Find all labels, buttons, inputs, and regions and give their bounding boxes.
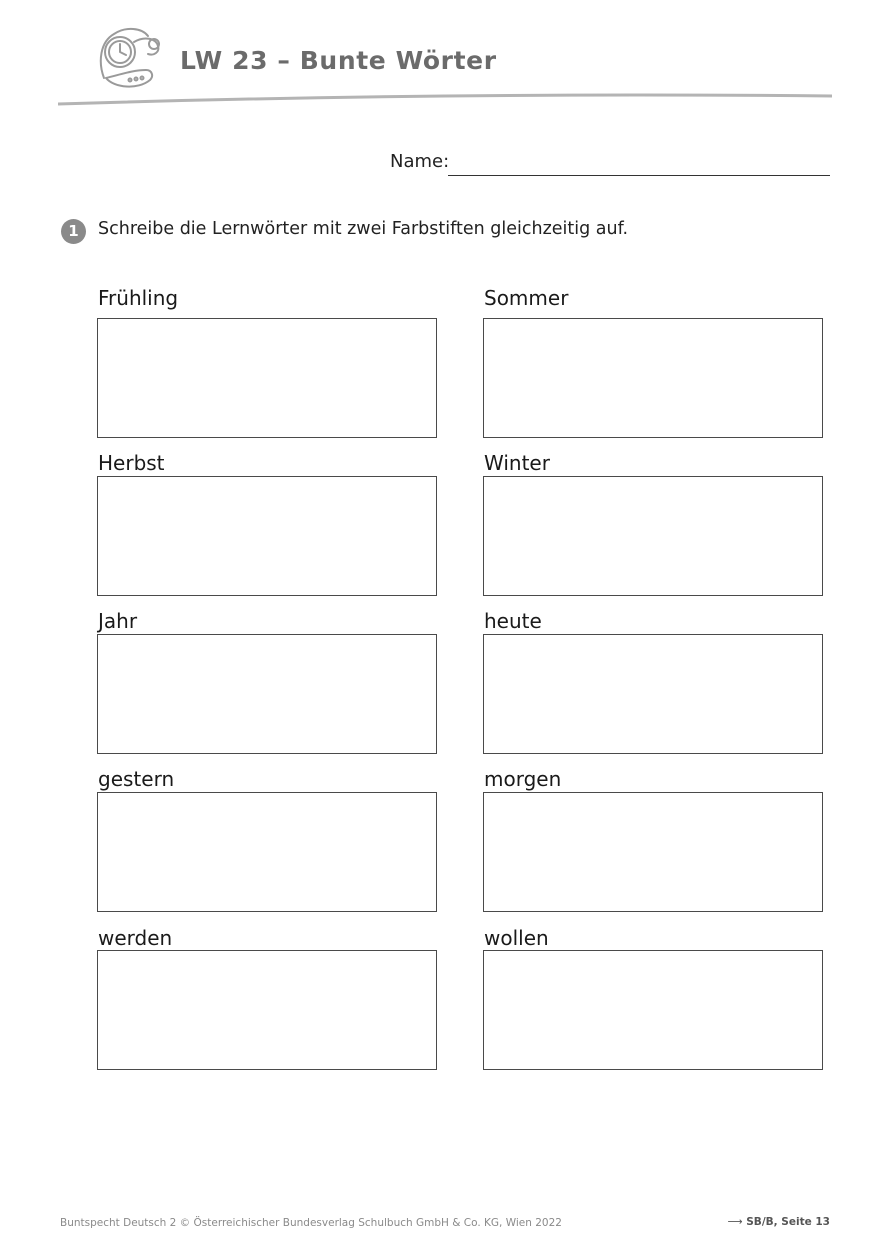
word-label: Herbst (98, 451, 165, 475)
word-label: Jahr (98, 609, 138, 633)
name-write-line[interactable] (448, 175, 830, 176)
arrow-right-icon: ⟶ (727, 1216, 743, 1228)
word-label: morgen (484, 767, 562, 791)
name-label: Name: (390, 151, 450, 172)
footer-page-reference-text: SB/B, Seite 13 (746, 1216, 830, 1228)
writing-box[interactable] (483, 318, 823, 438)
writing-box[interactable] (97, 318, 437, 438)
writing-box[interactable] (97, 634, 437, 754)
task-number-badge: 1 (61, 219, 86, 244)
writing-box[interactable] (483, 634, 823, 754)
writing-box[interactable] (483, 950, 823, 1070)
writing-box[interactable] (483, 792, 823, 912)
word-label: heute (484, 609, 542, 633)
footer-copyright: Buntspecht Deutsch 2 © Österreichischer Bundesverlag Schulbuch GmbH & Co. KG, Wien 2022 (60, 1217, 562, 1229)
writing-box[interactable] (97, 476, 437, 596)
word-label: Sommer (484, 286, 569, 310)
writing-box[interactable] (483, 476, 823, 596)
footer-page-reference (728, 1216, 830, 1228)
writing-box[interactable] (97, 792, 437, 912)
task-instruction: Schreibe die Lernwörter mit zwei Farbstiften gleichzeitig auf. (98, 219, 629, 239)
word-label: Frühling (98, 286, 179, 310)
word-label: Winter (484, 451, 550, 475)
alarm-clock-icon (94, 22, 166, 94)
writing-box[interactable] (97, 950, 437, 1070)
word-label: werden (98, 926, 173, 950)
word-label: gestern (98, 767, 175, 791)
header-divider (58, 90, 832, 108)
page-title: LW 23 – Bunte Wörter (180, 46, 497, 75)
word-label: wollen (484, 926, 549, 950)
